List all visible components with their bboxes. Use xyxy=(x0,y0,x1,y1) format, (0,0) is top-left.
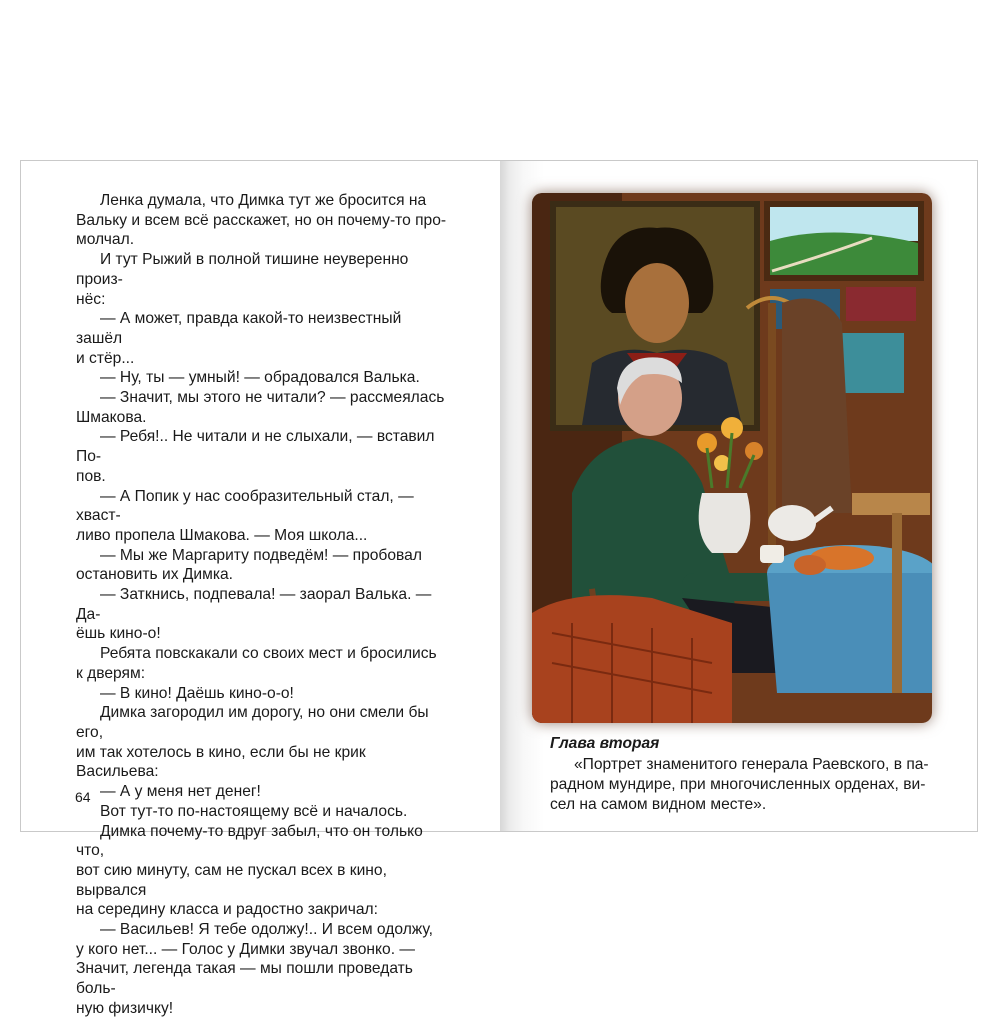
text-line: — А у меня нет денег! xyxy=(100,783,261,801)
text-line: остановить их Димка. xyxy=(76,566,233,584)
text-line: ёшь кино-о! xyxy=(76,625,161,643)
text-line: к дверям: xyxy=(76,664,146,682)
text-line: — В кино! Даёшь кино-о-о! xyxy=(100,684,294,702)
coat-rack-pole xyxy=(768,303,776,583)
text-line: на середину класса и радостно закричал: xyxy=(76,901,378,919)
text-line: нёс: xyxy=(76,290,106,308)
text-line: им так хотелось в кино, если бы не крик Васильева: xyxy=(76,743,366,781)
text-line: у кого нет... — Голос у Димки звучал звонко. — xyxy=(76,940,415,958)
teapot xyxy=(768,505,816,541)
page-number: 64 xyxy=(75,789,91,805)
text-line: — Значит, мы этого не читали? — рассмеялась xyxy=(100,389,445,407)
text-line: Вот тут-то по-настоящему всё и началось. xyxy=(100,802,408,820)
text-line: — Заткнись, подпевала! — заорал Валька. — Да- xyxy=(76,586,432,623)
bread-roll xyxy=(794,555,826,575)
text-line: — А может, правда какой-то неизвестный зашёл xyxy=(76,310,402,347)
tablecloth xyxy=(767,573,932,693)
text-line: пов. xyxy=(76,467,106,485)
text-line: — Васильев! Я тебе одолжу!.. И всем одолжу, xyxy=(100,921,433,939)
text-line: ную физичку! xyxy=(76,999,174,1017)
text-line: и стёр... xyxy=(76,349,135,367)
illustration-caption xyxy=(550,755,945,815)
caption-line: «Портрет знаменитого генерала Раевского, в па- xyxy=(574,756,929,773)
text-line: Значит, легенда такая — мы пошли проведать боль- xyxy=(76,960,413,998)
illustration xyxy=(532,193,932,723)
armchair xyxy=(532,595,732,723)
vase xyxy=(699,493,751,553)
tea-cup xyxy=(760,545,784,563)
text-line: — Мы же Маргариту подведём! — пробовал xyxy=(100,546,422,564)
chair-back xyxy=(852,493,930,515)
caption-line: сел на самом видном месте». xyxy=(550,796,767,813)
chapter-title: Глава вторая xyxy=(550,735,660,752)
text-line: — А Попик у нас сообразительный стал, — хваст- xyxy=(76,487,414,525)
text-line: И тут Рыжий в полной тишине неуверенно произ- xyxy=(76,251,409,288)
text-line: Димка загородил им дорогу, но они смели бы его, xyxy=(76,704,429,741)
text-line: молчал. xyxy=(76,231,135,249)
text-line: Ребята повскакали со своих мест и бросились xyxy=(100,645,437,663)
text-line: вот сию минуту, сам не пускал всех в кино, вырвался xyxy=(76,861,387,899)
text-line: — Ребя!.. Не читали и не слыхали, — вставил По- xyxy=(76,428,435,466)
book-spread xyxy=(20,160,978,1017)
small-picture-2 xyxy=(846,287,916,321)
hanging-coat xyxy=(782,299,852,514)
right-page xyxy=(500,161,977,831)
man-arm xyxy=(682,573,782,601)
left-page xyxy=(21,161,500,1017)
text-line: Ленка думала, что Димка тут же бросится на xyxy=(100,192,427,209)
text-line: Димка почему-то вдруг забыл, что он только что, xyxy=(76,822,423,860)
portrait-face xyxy=(625,263,689,343)
text-line: — Ну, ты — умный! — обрадовался Валька. xyxy=(100,369,420,387)
left-page-text xyxy=(76,191,449,1019)
text-line: Шмакова. xyxy=(76,408,147,426)
chair-post xyxy=(892,513,902,693)
text-line: ливо пропела Шмакова. — Моя школа... xyxy=(76,526,368,544)
text-line: Вальку и всем всё расскажет, но он почему-то про- xyxy=(76,211,447,229)
caption-line: радном мундире, при многочисленных орденах, ви- xyxy=(550,776,926,793)
window-hills xyxy=(770,232,918,275)
